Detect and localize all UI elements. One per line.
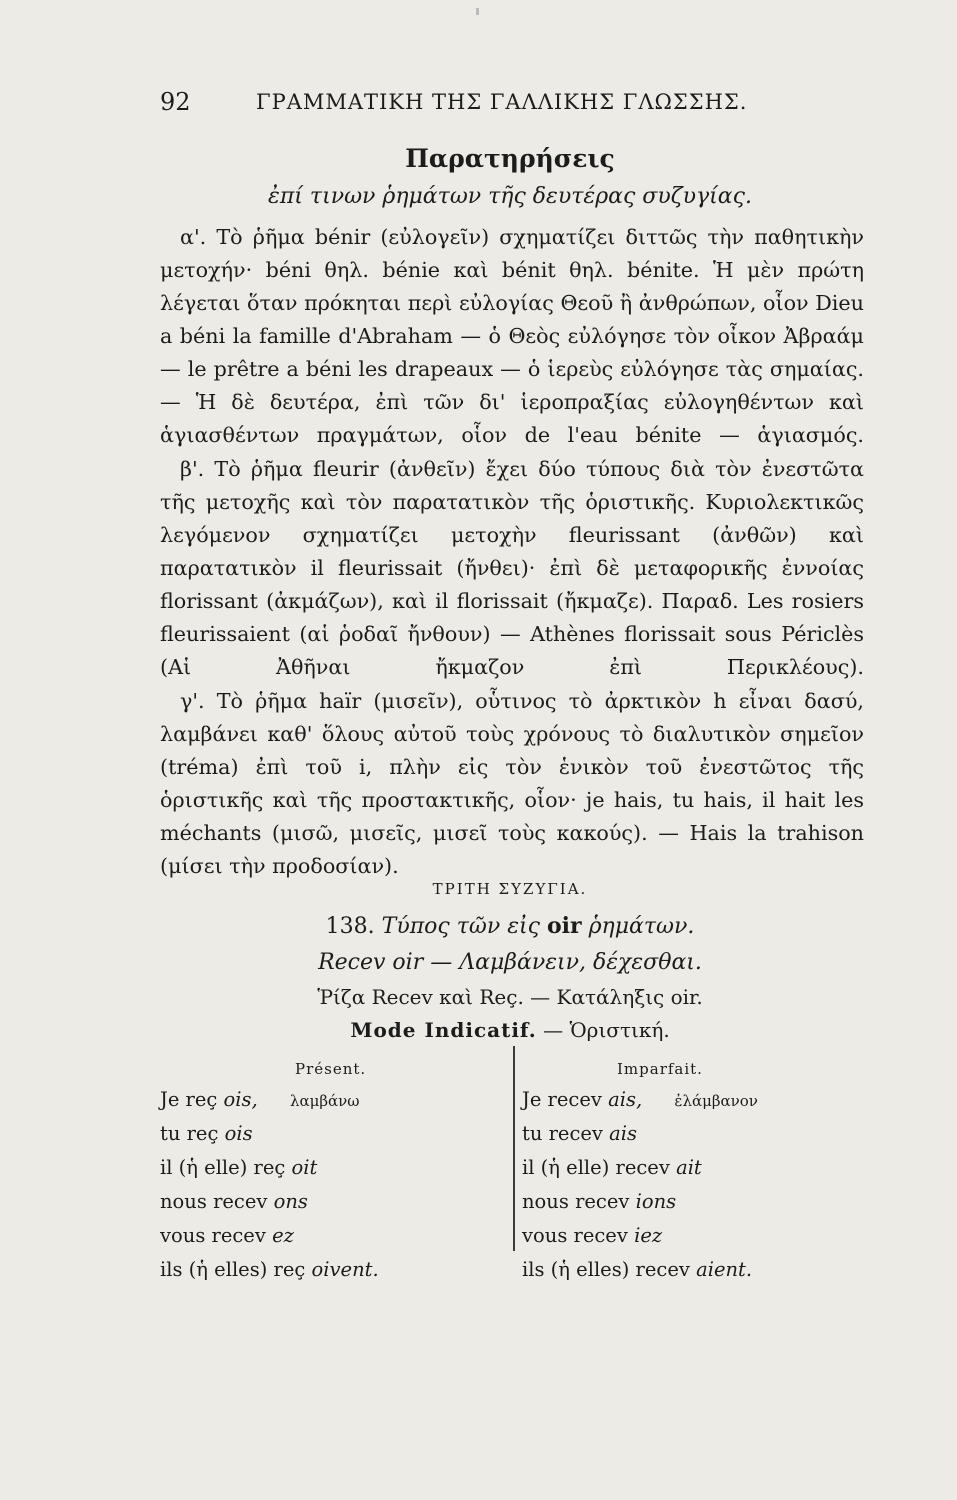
type-ending: oir xyxy=(546,913,582,939)
conjugation-heading: ΤΡΙΤΗ ΣΥΖΥΓΙΑ. xyxy=(432,880,588,898)
conjugation-row xyxy=(160,1185,505,1219)
row-ending: ois, xyxy=(223,1088,258,1111)
type-number: 138. xyxy=(325,914,375,939)
body-text xyxy=(160,221,864,879)
conjugation-row xyxy=(160,1151,505,1185)
row-ending: ons xyxy=(273,1190,308,1213)
conjugation-row xyxy=(160,1117,505,1151)
row-stem: ils (ἡ elles) recev xyxy=(522,1258,690,1281)
conjugation-row xyxy=(522,1185,867,1219)
conjugation-row xyxy=(160,1219,505,1253)
section-title: Παρατηρήσεις xyxy=(405,144,615,173)
paragraph-beta: β'. Τὸ ῥῆμα fleurir (ἀνθεῖν) ἔχει δύο τύπους διὰ τὸν ἐνεστῶτα τῆς μετοχῆς καὶ τὸν παρατατικὸν τῆς ὁριστικῆς. Κυριολεκτικῶς λεγόμενον σχηματίζει μετοχὴν fleurissant (ἀνθῶν) καὶ παρατατικὸν il fleurissait (ἤνθει)· ἐπὶ δὲ μεταφορικῆς ἐννοίας florissant (ἀκμάζων), καὶ il florissait (ἤκμαζε). Παραδ. Les rosiers fleurissaient (αἱ ῥοδαῖ ἤνθουν) — Athènes florissait sous Périclès (Αἱ Ἀθῆναι ἤκμαζον ἐπὶ Περικλέους). xyxy=(160,457,864,680)
page-mark xyxy=(476,8,479,15)
row-ending: ez xyxy=(272,1224,294,1247)
row-stem: il (ἡ elle) reç xyxy=(160,1156,286,1179)
row-stem: tu recev xyxy=(522,1122,603,1145)
mode-greek: — Ὁριστική. xyxy=(543,1018,670,1042)
page-number: 92 xyxy=(160,88,191,116)
row-gloss: ἐλάμβανον xyxy=(674,1092,758,1110)
conjugation-row xyxy=(522,1151,867,1185)
paragraph-alpha: α'. Τὸ ῥῆμα bénir (εὐλογεῖν) σχηματίζει διττῶς τὴν παθητικὴν μετοχήν· béni θηλ. bénie καὶ bénit θηλ. bénite. Ἡ μὲν πρώτη λέγεται ὅταν πρόκηται περὶ εὐλογίας Θεοῦ ἢ ἀνθρώπων, οἷον Dieu a béni la famille d'Abraham — ὁ Θεὸς εὐλόγησε τὸν οἶκον Ἀβραάμ — le prêtre a béni les drapeaux — ὁ ἱερεὺς εὐλόγησε τὰς σημαίας. — Ἡ δὲ δευτέρα, ἐπὶ τῶν δι' ἱεροπραξίας εὐλογηθέντων καὶ ἁγιασθέντων πραγμάτων, οἷον de l'eau bénite — ἁγιασμός. xyxy=(160,225,864,448)
row-stem: Je reç xyxy=(160,1088,218,1111)
row-stem: vous recev xyxy=(160,1224,266,1247)
row-stem: ils (ἡ elles) reç xyxy=(160,1258,306,1281)
row-ending: ais xyxy=(609,1122,638,1145)
conjugation-row xyxy=(522,1253,867,1287)
mode-label: Mode Indicatif. xyxy=(350,1018,537,1042)
row-ending: ait xyxy=(676,1156,702,1179)
imperfect-column xyxy=(522,1055,867,1287)
imperfect-title: Imparfait. xyxy=(617,1060,703,1078)
row-ending: ois xyxy=(224,1122,253,1145)
present-column xyxy=(160,1055,505,1287)
row-ending: oit xyxy=(291,1156,318,1179)
row-ending: oivent. xyxy=(311,1258,379,1281)
row-stem: nous recev xyxy=(160,1190,268,1213)
type-suffix: ῥημάτων. xyxy=(588,914,695,939)
page-header xyxy=(160,88,800,120)
conjugation-row xyxy=(522,1083,867,1117)
row-stem: Je recev xyxy=(522,1088,602,1111)
row-stem: vous recev xyxy=(522,1224,628,1247)
row-ending: ions xyxy=(635,1190,677,1213)
row-ending: iez xyxy=(634,1224,663,1247)
conjugation-row xyxy=(522,1117,867,1151)
conjugation-row xyxy=(522,1219,867,1253)
paragraph-gamma: γ'. Τὸ ῥῆμα haïr (μισεῖν), οὗτινος τὸ ἀρκτικὸν h εἶναι δασύ, λαμβάνει καθ' ὅλους αὐτοῦ τοὺς χρόνους τὸ διαλυτικὸν σημεῖον (tréma) ἐπὶ τοῦ i, πλὴν εἰς τὸν ἑνικὸν τοῦ ἐνεστῶτος τῆς ὁριστικῆς καὶ τῆς προστακτικῆς, οἷον· je hais, tu hais, il hait les méchants (μισῶ, μισεῖς, μισεῖ τοὺς κακούς). — Hais la trahison (μίσει τὴν προδοσίαν). xyxy=(160,689,864,879)
row-stem: nous recev xyxy=(522,1190,630,1213)
row-ending: ais, xyxy=(608,1088,643,1111)
row-stem: tu reç xyxy=(160,1122,219,1145)
row-gloss: λαμβάνω xyxy=(289,1092,360,1110)
mode-line xyxy=(160,1018,860,1042)
present-title: Présent. xyxy=(295,1060,367,1078)
type-heading xyxy=(160,913,860,939)
column-divider xyxy=(513,1046,515,1251)
verb-line: Recev oir — Λαμβάνειν, δέχεσθαι. xyxy=(318,950,702,975)
type-label: Τύπος τῶν εἰς xyxy=(381,914,540,939)
row-ending: aient. xyxy=(696,1258,753,1281)
root-line: Ῥίζα Recev καὶ Reç. — Κατάληξις oir. xyxy=(317,985,703,1009)
running-head: ΓΡΑΜΜΑΤΙΚΗ ΤΗΣ ΓΑΛΛΙΚΗΣ ΓΛΩΣΣΗΣ. xyxy=(256,90,748,114)
conjugation-row xyxy=(160,1083,505,1117)
section-subtitle: ἐπί τινων ῥημάτων τῆς δευτέρας συζυγίας. xyxy=(268,184,752,209)
row-stem: il (ἡ elle) recev xyxy=(522,1156,670,1179)
conjugation-row xyxy=(160,1253,505,1287)
